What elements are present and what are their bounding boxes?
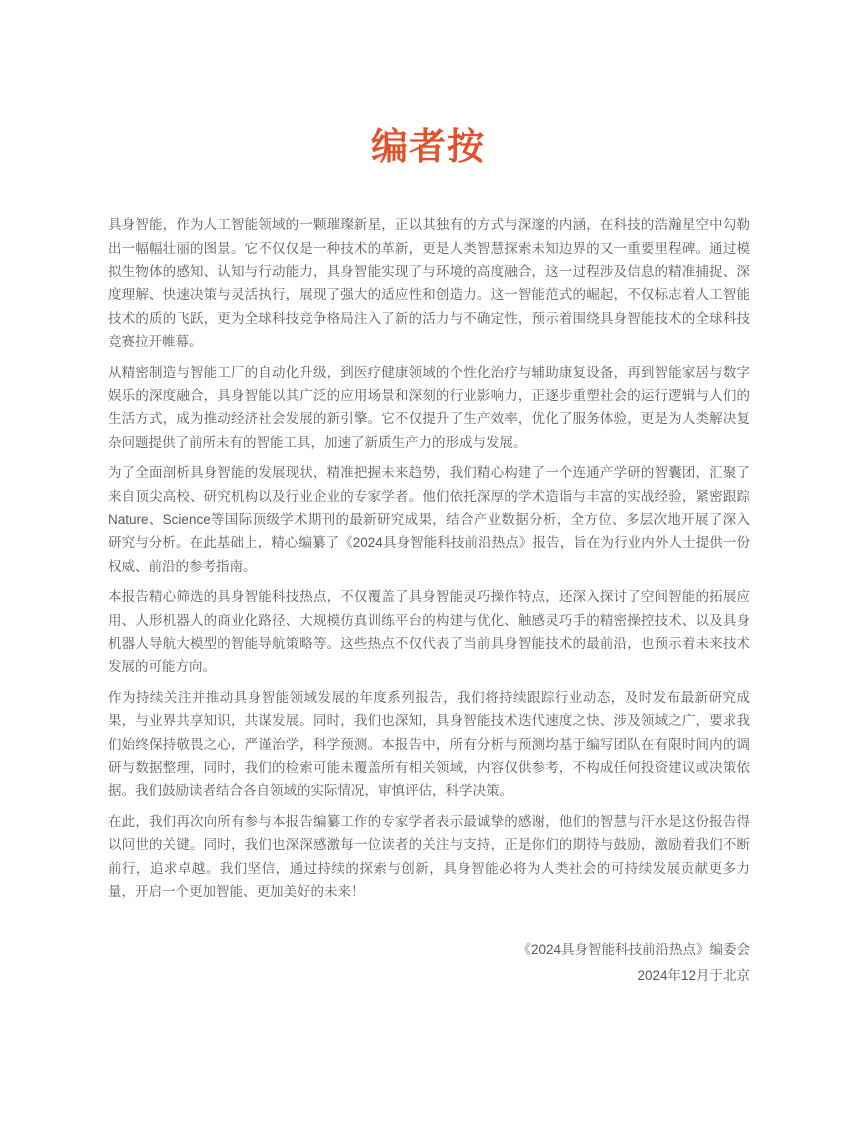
paragraph-report-scope: 本报告精心筛选的具身智能科技热点，不仅覆盖了具身智能灵巧操作特点，还深入探讨了空间智能的拓展应用、人形机器人的商业化路径、大规模仿真训练平台的构建与优化、触感灵巧手的精密操控技术、以及具身机器人导航大模型的智能导航策略等。这些热点不仅代表了当前具身智能技术的最前沿，也预示着未来技术发展的可能方向。: [108, 589, 750, 675]
paragraph-intro: 具身智能，作为人工智能领域的一颗璀璨新星，正以其独有的方式与深邃的内涵，在科技的浩瀚星空中勾勒出一幅幅壮丽的图景。它不仅仅是一种技术的革新，更是人类智慧探索未知边界的又一重要里程碑。通过模拟生物体的感知、认知与行动能力，具身智能实现了与环境的高度融合，这一过程涉及信息的精准捕捉、深度理解、快速决策与灵活执行，展现了强大的适应性和创造力。这一智能范式的崛起，不仅标志着人工智能技术的质的飞跃，更为全球科技竞争格局注入了新的活力与不确定性，预示着围绕具身智能技术的全球科技竞赛拉开帷幕。: [108, 217, 750, 350]
signature-block: [108, 937, 750, 989]
paragraph-acknowledgement: 在此，我们再次向所有参与本报告编纂工作的专家学者表示最诚挚的感谢，他们的智慧与汗水是这份报告得以问世的关键。同时，我们也深深感激每一位读者的关注与支持，正是你们的期待与鼓励，激励着我们不断前行，追求卓越。我们坚信，通过持续的探索与创新，具身智能必将为人类社会的可持续发展贡献更多力量，开启一个更加智能、更加美好的未来！: [108, 813, 750, 900]
paragraph-disclaimer: 作为持续关注并推动具身智能领域发展的年度系列报告，我们将持续跟踪行业动态，及时发布最新研究成果，与业界共享知识，共谋发展。同时，我们也深知，具身智能技术迭代速度之快、涉及领域之广，要求我们始终保持敬畏之心，严谨治学，科学预测。本报告中，所有分析与预测均基于编写团队在有限时间内的调研与数据整理，同时，我们的检索可能未覆盖所有相关领域，内容仅供参考，不构成任何投资建议或决策依据。我们鼓励读者结合各自领域的实际情况，审慎评估，科学决策。: [108, 689, 750, 799]
paragraph-applications: 从精密制造与智能工厂的自动化升级，到医疗健康领域的个性化治疗与辅助康复设备，再到智能家居与数字娱乐的深度融合，具身智能以其广泛的应用场景和深刻的行业影响力，正逐步重塑社会的运行逻辑与人们的生活方式，成为推动经济社会发展的新引擎。它不仅提升了生产效率，优化了服务体验，更是为人类解决复杂问题提供了前所未有的智能工具，加速了新质生产力的形成与发展。: [108, 364, 750, 450]
signature-committee: 《2024具身智能科技前沿热点》编委会: [517, 942, 750, 958]
signature-date-location: 2024年12月于北京: [637, 968, 750, 984]
page-title: 编者按: [371, 127, 485, 168]
document-body: [108, 213, 750, 989]
paragraph-methodology: 为了全面剖析具身智能的发展现状，精准把握未来趋势，我们精心构建了一个连通产学研的智囊团，汇聚了来自顶尖高校、研究机构以及行业企业的专家学者。他们依托深厚的学术造诣与丰富的实战经验，紧密跟踪Nature、Science等国际顶级学术期刊的最新研究成果，结合产业数据分析，全方位、多层次地开展了深入研究与分析。在此基础上，精心编纂了《2024具身智能科技前沿热点》报告，旨在为行业内外人士提供一份权威、前沿的参考指南。: [108, 465, 750, 574]
